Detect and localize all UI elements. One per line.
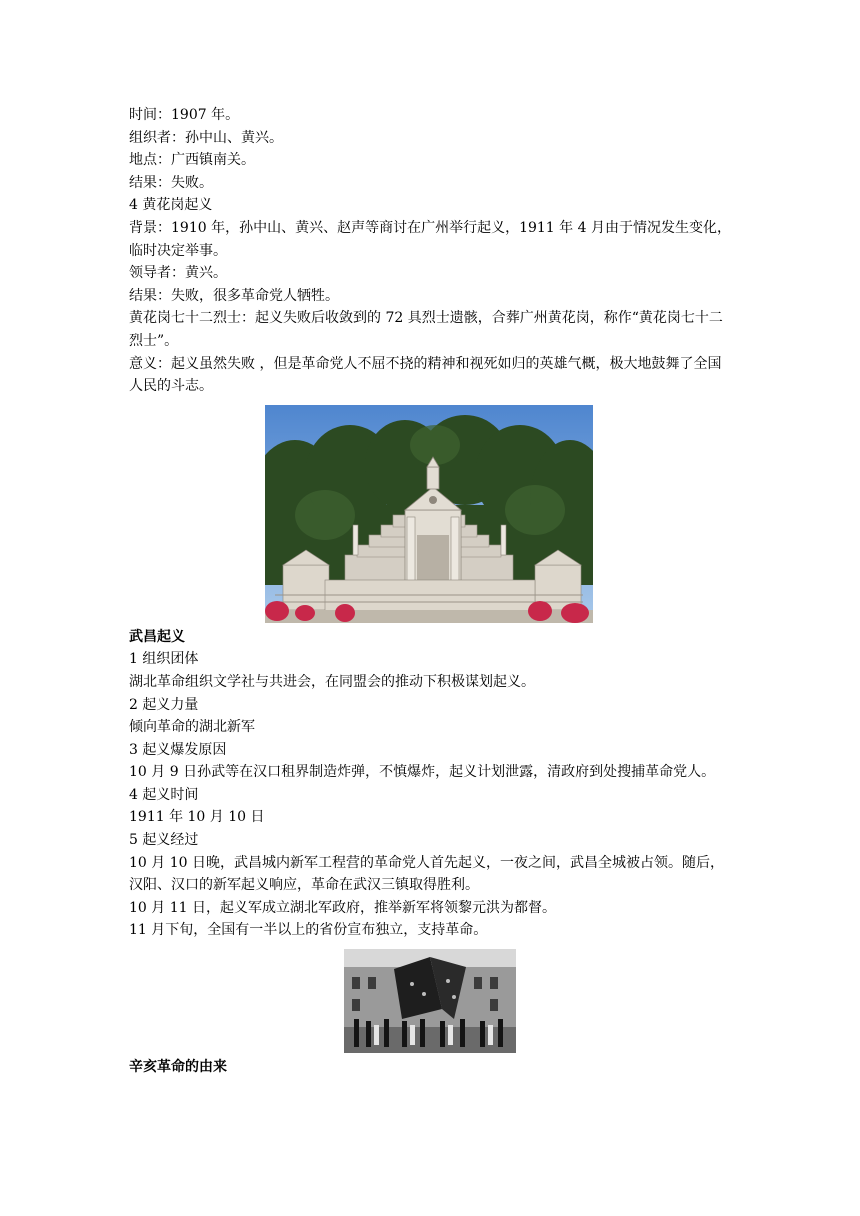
text-line: 结果：失败。	[129, 174, 213, 191]
document-page	[129, 104, 731, 1079]
text-line: 3 起义爆发原因	[129, 741, 227, 758]
text-line: 10 月 10 日晚，武昌城内新军工程营的革命党人首先起义，一夜之间，武昌全城被占领。随后，汉阳、汉口的新军起义响应，革命在武汉三镇取得胜利。	[129, 854, 724, 894]
text-line: 组织者：孙中山、黄兴。	[129, 129, 283, 146]
text-line: 5 起义经过	[129, 832, 199, 849]
huanghuagang-section	[129, 104, 731, 398]
text-line: 领导者：黄兴。	[129, 265, 227, 282]
text-line: 黄花岗七十二烈士：起义失败后收敛到的 72 具烈士遗骸，合葬广州黄花岗，称作“黄花岗七十二烈士”。	[129, 310, 723, 349]
text-line: 10 月 9 日孙武等在汉口租界制造炸弹，不慎爆炸，起义计划泄露，清政府到处搜捕革命党人。	[129, 764, 716, 781]
huanghuagang-memorial-photo	[265, 405, 593, 623]
text-line: 4 黄花岗起义	[129, 197, 213, 214]
section-heading-xinhai: 辛亥革命的由来	[129, 1059, 227, 1076]
text-line: 11 月下旬，全国有一半以上的省份宣布独立，支持革命。	[129, 922, 488, 939]
wuchang-section	[129, 648, 731, 942]
text-line: 1 组织团体	[129, 651, 199, 668]
wuchang-uprising-photo	[344, 949, 516, 1053]
text-line: 结果：失败，很多革命党人牺牲。	[129, 287, 339, 304]
text-line: 1911 年 10 月 10 日	[129, 809, 265, 826]
text-line: 2 起义力量	[129, 696, 199, 713]
text-line: 10 月 11 日，起义军成立湖北军政府，推举新军将领黎元洪为都督。	[129, 899, 556, 916]
text-line: 背景：1910 年，孙中山、黄兴、赵声等商讨在广州举行起义，1911 年 4 月由于情况发生变化，临时决定举事。	[129, 219, 731, 259]
text-line: 时间：1907 年。	[129, 107, 240, 123]
text-line: 湖北革命组织文学社与共进会，在同盟会的推动下积极谋划起义。	[129, 673, 535, 690]
section-heading-wuchang: 武昌起义	[129, 628, 185, 645]
text-line: 地点：广西镇南关。	[129, 152, 255, 169]
text-line: 4 起义时间	[129, 786, 199, 803]
text-line: 意义：起义虽然失败 ，但是革命党人不屈不挠的精神和视死如归的英雄气概，极大地鼓舞了全国人民的斗志。	[129, 355, 722, 395]
text-line: 倾向革命的湖北新军	[129, 719, 255, 736]
